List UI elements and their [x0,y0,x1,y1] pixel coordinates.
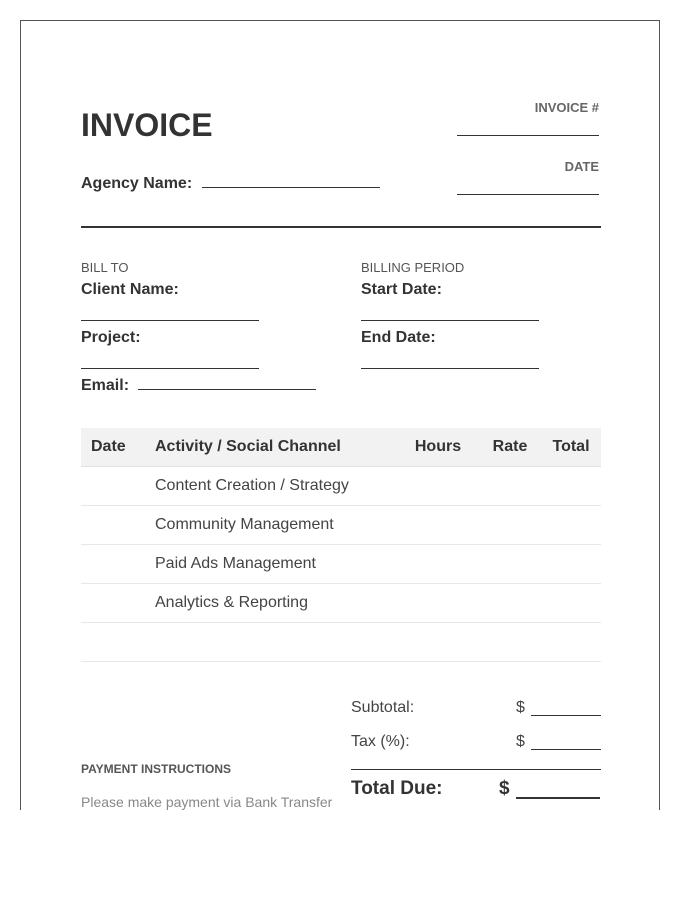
end-date-line[interactable] [361,368,539,369]
agency-name-line [202,187,380,188]
cell-hours[interactable] [397,623,479,662]
cell-date[interactable] [81,467,155,506]
table-row-empty [81,623,601,662]
cell-activity: Paid Ads Management [155,545,397,584]
agency-name-field[interactable] [81,175,380,193]
cell-total[interactable] [541,623,601,662]
cell-rate[interactable] [479,584,541,623]
subtotal-label: Subtotal: [351,699,415,716]
cell-date[interactable] [81,584,155,623]
cell-rate[interactable] [479,545,541,584]
total-due-label: Total Due: [351,778,443,799]
date-line[interactable] [457,194,599,195]
total-due-currency: $ [499,778,510,799]
date-label: DATE [564,159,599,174]
table-row [81,584,601,623]
cell-date[interactable] [81,545,155,584]
tax-currency: $ [516,733,525,750]
table-header-row [81,428,601,467]
cell-date[interactable] [81,623,155,662]
start-date-label: Start Date: [361,281,442,298]
cell-hours[interactable] [397,506,479,545]
total-due-line[interactable] [516,797,600,799]
col-header-hours: Hours [397,428,479,467]
cell-total[interactable] [541,506,601,545]
tax-line[interactable] [531,749,601,750]
cell-total[interactable] [541,545,601,584]
start-date-line[interactable] [361,320,539,321]
payment-instructions-label: PAYMENT INSTRUCTIONS [81,762,232,776]
agency-name-label: Agency Name: [81,175,193,192]
billing-period-label: BILLING PERIOD [361,260,465,275]
cell-activity: Community Management [155,506,397,545]
invoice-number-line[interactable] [457,135,599,136]
col-header-rate: Rate [479,428,541,467]
header-divider [81,226,601,228]
email-line [138,389,316,390]
col-header-date: Date [81,428,155,467]
bill-to-label: BILL TO [81,260,129,275]
total-divider [351,769,601,770]
cell-date[interactable] [81,506,155,545]
invoice-number-label: INVOICE # [534,100,599,115]
cell-total[interactable] [541,584,601,623]
project-label: Project: [81,329,141,346]
cell-rate[interactable] [479,467,541,506]
project-line[interactable] [81,368,259,369]
cell-total[interactable] [541,467,601,506]
cell-activity: Content Creation / Strategy [155,467,397,506]
cell-rate[interactable] [479,506,541,545]
col-header-total: Total [541,428,601,467]
subtotal-line[interactable] [531,715,601,716]
cell-hours[interactable] [397,545,479,584]
invoice-page [20,20,660,810]
cell-rate[interactable] [479,623,541,662]
cell-activity: Analytics & Reporting [155,584,397,623]
client-name-label: Client Name: [81,281,179,298]
line-items-table [81,428,601,662]
cell-hours[interactable] [397,467,479,506]
email-field[interactable] [81,377,316,395]
subtotal-currency: $ [516,699,525,716]
client-name-line[interactable] [81,320,259,321]
table-row [81,506,601,545]
email-label: Email: [81,377,130,394]
col-header-activity: Activity / Social Channel [155,428,397,467]
table-row [81,545,601,584]
payment-instructions-text: Please make payment via Bank Transfer [81,794,333,810]
invoice-title: INVOICE [81,107,213,143]
table-row [81,467,601,506]
end-date-label: End Date: [361,329,436,346]
tax-label: Tax (%): [351,733,410,750]
cell-activity[interactable] [155,623,397,662]
cell-hours[interactable] [397,584,479,623]
